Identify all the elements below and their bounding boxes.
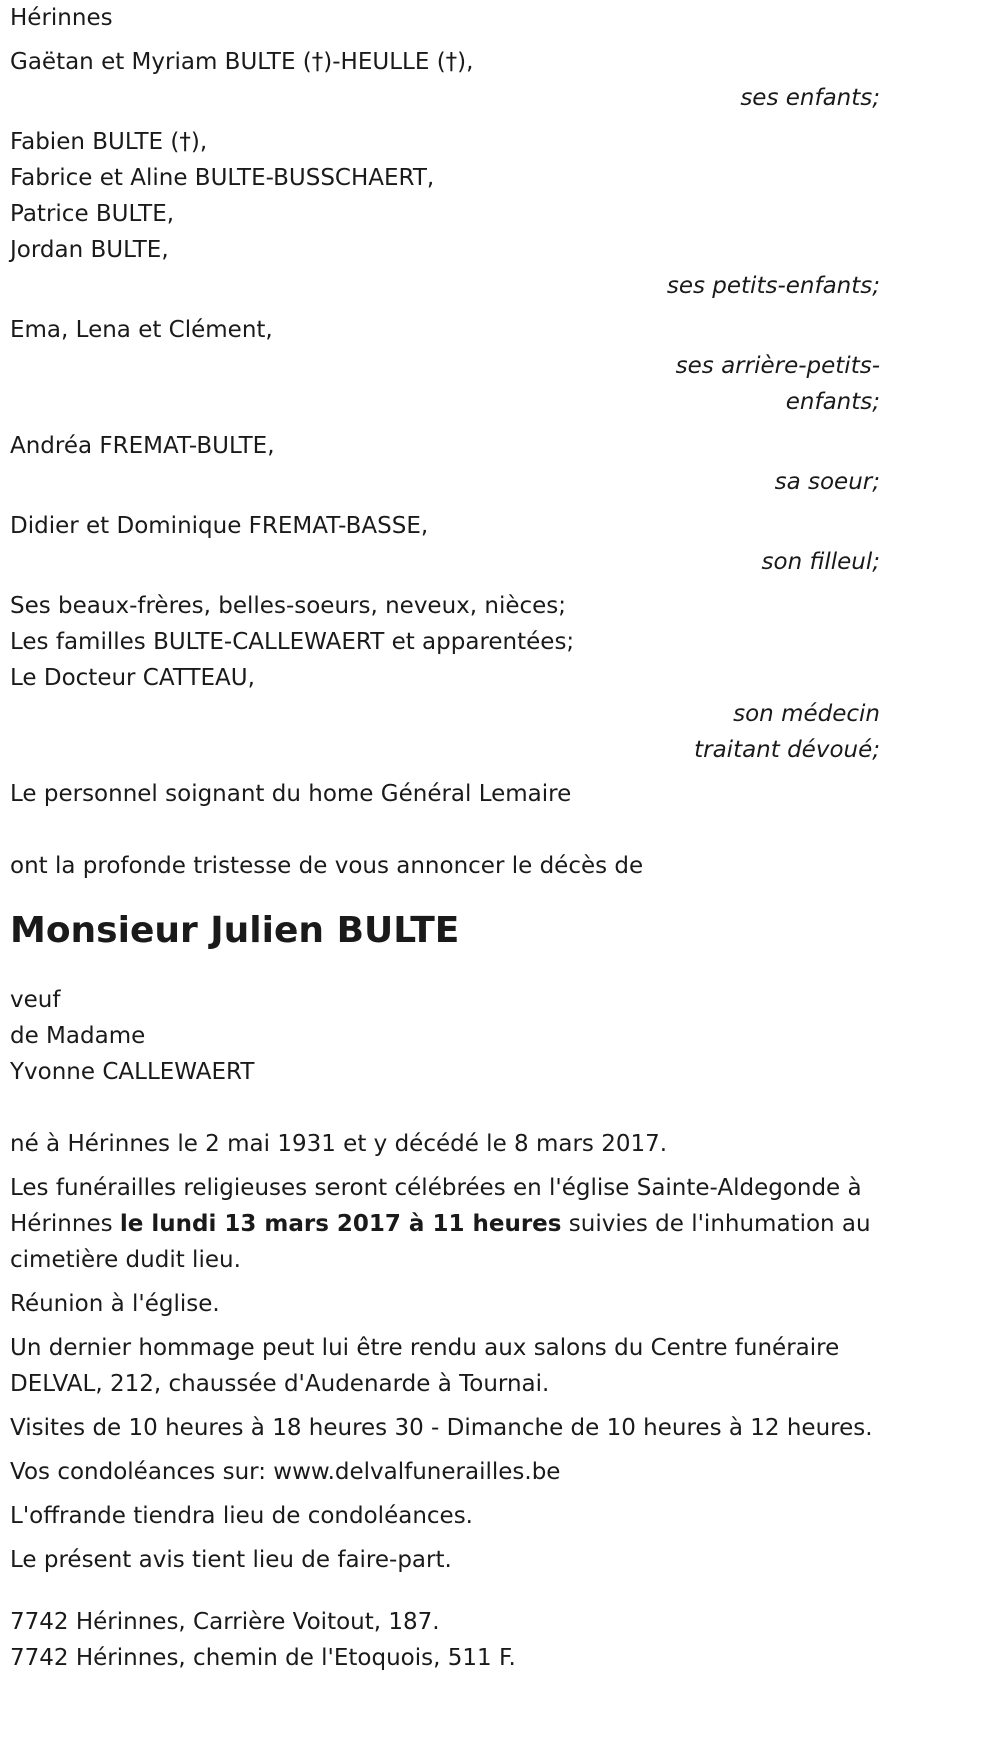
offering-line: L'offrande tiendra lieu de condoléances. bbox=[10, 1503, 473, 1529]
family-name-line: Gaëtan et Myriam BULTE (†)-HEULLE (†), bbox=[10, 49, 474, 75]
family-name-line: Ema, Lena et Clément, bbox=[10, 317, 273, 343]
family-name-line: Les familles BULTE-CALLEWAERT et apparentées; bbox=[10, 629, 575, 655]
family-name-line: Fabrice et Aline BULTE-BUSSCHAERT, bbox=[10, 165, 435, 191]
birth-death-line: né à Hérinnes le 2 mai 1931 et y décédé le 8 mars 2017. bbox=[10, 1131, 668, 1157]
family-role: ses petits-enfants; bbox=[666, 273, 880, 299]
obituary-notice bbox=[10, 0, 880, 1676]
homage-paragraph: Un dernier hommage peut lui être rendu aux salons du Centre funéraire DELVAL, 212, chaussée d'Audenarde à Tournai. bbox=[10, 1335, 840, 1397]
family-name-line: Le Docteur CATTEAU, bbox=[10, 665, 255, 691]
family-role: enfants; bbox=[785, 389, 880, 415]
spouse-block bbox=[10, 982, 880, 1090]
staff-line: Le personnel soignant du home Général Lemaire bbox=[10, 781, 572, 807]
spouse-line: de Madame bbox=[10, 1023, 146, 1049]
family-group-godson bbox=[10, 508, 880, 580]
deceased-name: Monsieur Julien BULTE bbox=[10, 910, 460, 951]
family-group-grandchildren bbox=[10, 124, 880, 304]
addresses-block bbox=[10, 1604, 880, 1676]
place-header: Hérinnes bbox=[10, 5, 113, 31]
funeral-text-pre: Les funérailles religieuses seront célébrées en l'église Sainte-Aldegonde à Hérinnes bbox=[10, 1175, 862, 1237]
announcement-line: ont la profonde tristesse de vous annoncer le décès de bbox=[10, 853, 644, 879]
address-line: 7742 Hérinnes, chemin de l'Etoquois, 511 F. bbox=[10, 1645, 516, 1671]
family-group-sister bbox=[10, 428, 880, 500]
family-role: ses enfants; bbox=[740, 85, 880, 111]
family-name-line: Patrice BULTE, bbox=[10, 201, 175, 227]
visits-line: Visites de 10 heures à 18 heures 30 - Dimanche de 10 heures à 12 heures. bbox=[10, 1415, 873, 1441]
notice-line: Le présent avis tient lieu de faire-part. bbox=[10, 1547, 452, 1573]
family-name-line: Andréa FREMAT-BULTE, bbox=[10, 433, 275, 459]
family-role: son médecin bbox=[733, 701, 880, 727]
family-name-line: Didier et Dominique FREMAT-BASSE, bbox=[10, 513, 429, 539]
family-role: traitant dévoué; bbox=[694, 737, 880, 763]
address-line: 7742 Hérinnes, Carrière Voitout, 187. bbox=[10, 1609, 440, 1635]
family-group-great-grandchildren bbox=[10, 312, 880, 420]
funeral-text-post: suivies de l'inhumation au cimetière dudit lieu. bbox=[10, 1211, 871, 1273]
family-name-line: Ses beaux-frères, belles-soeurs, neveux, nièces; bbox=[10, 593, 567, 619]
meeting-line: Réunion à l'église. bbox=[10, 1291, 220, 1317]
spouse-line: veuf bbox=[10, 987, 61, 1013]
family-group-others bbox=[10, 588, 880, 768]
family-role: ses arrière-petits- bbox=[675, 353, 880, 379]
spouse-line: Yvonne CALLEWAERT bbox=[10, 1059, 255, 1085]
family-name-line: Fabien BULTE (†), bbox=[10, 129, 208, 155]
family-group-children bbox=[10, 44, 880, 116]
funeral-date: le lundi 13 mars 2017 à 11 heures bbox=[119, 1211, 562, 1237]
funeral-paragraph bbox=[10, 1170, 880, 1278]
family-role: sa soeur; bbox=[774, 469, 880, 495]
family-role: son filleul; bbox=[761, 549, 880, 575]
condolences-line: Vos condoléances sur: www.delvalfunerailles.be bbox=[10, 1459, 561, 1485]
family-name-line: Jordan BULTE, bbox=[10, 237, 169, 263]
